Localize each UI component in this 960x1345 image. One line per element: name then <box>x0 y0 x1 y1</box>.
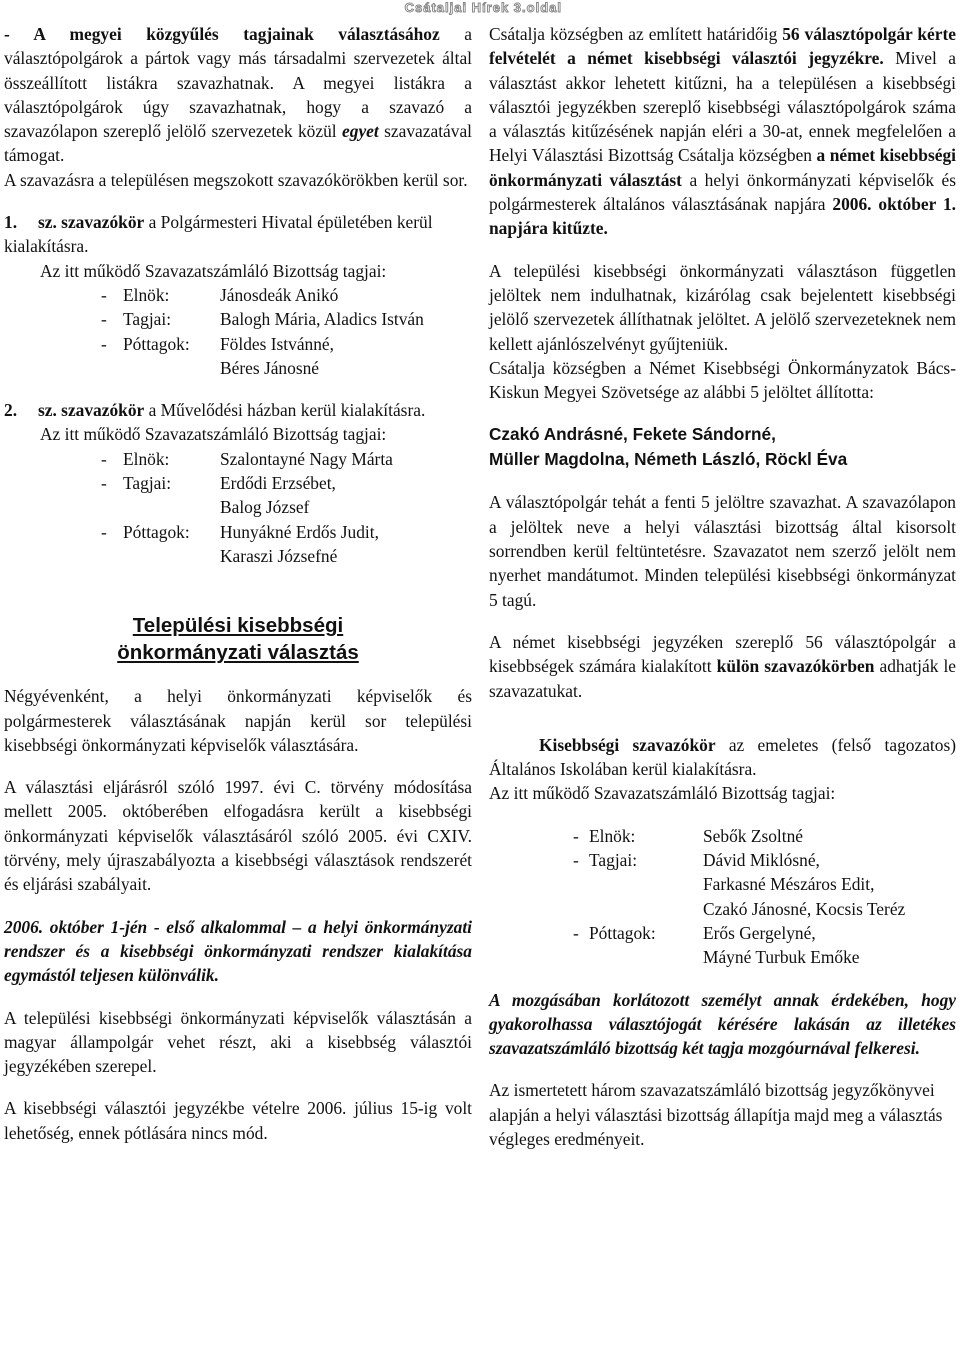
district-1-number: 1. <box>4 212 18 233</box>
separate-district-text-end: adhatják le szavazatukat. <box>489 656 957 701</box>
district-2-committee-intro: Az itt működő Szavazatszámláló Bizottság tagjai: <box>40 424 387 445</box>
member-dash: - <box>101 284 107 305</box>
district-1-place: a Polgármesteri Hivatal épületében kerül kialakításra. <box>4 212 433 257</box>
district-1-committee-intro: Az itt működő Szavazatszámláló Bizottság tagjai: <box>40 260 387 281</box>
committee-member-row <box>489 945 956 969</box>
candidate-line: Müller Magdolna, Németh László, Röckl Éva <box>489 449 848 470</box>
district-2-paragraph <box>4 398 472 422</box>
member-name: Dávid Miklósné, <box>703 850 820 871</box>
committee-member-row <box>4 471 472 495</box>
committee-member-row <box>4 495 472 519</box>
separate-district-emphasis: külön szavazókörben <box>716 656 875 677</box>
left-column <box>4 22 472 1145</box>
district-2-place: a Művelődési házban kerül kialakításra. <box>144 400 426 421</box>
committee-member-row <box>4 356 472 380</box>
separate-district-text: A német kisebbségi jegyzéken szereplő 56 választópolgár a kisebbségek számára kialakított <box>489 631 956 677</box>
minority-committee <box>489 824 956 970</box>
minority-election-paragraph: Négyévenként, a helyi önkormányzati képviselők és polgármesterek választásának napján kerül sor települési kisebbségi önkormányzati képviselők választására. <box>4 686 472 755</box>
county-assembly-lead: - A megyei közgyűlés tagjainak választásához <box>4 24 440 44</box>
member-name: Sebők Zsoltné <box>703 825 803 846</box>
candidate-line: Czakó Andrásné, Fekete Sándorné, <box>489 424 776 445</box>
district-2-number: 2. <box>4 400 18 421</box>
committee-member-row <box>4 447 472 471</box>
separation-paragraph: 2006. október 1-jén - első alkalommal – a helyi önkormányzati rendszer és a kisebbségi önkormányzati rendszer kialakítása egymástól teljesen különválik. <box>4 916 472 986</box>
member-role <box>589 945 703 969</box>
member-dash: - <box>101 309 107 330</box>
member-name: Czakó Jánosné, Kocsis Teréz <box>703 898 906 919</box>
member-role: Elnök: <box>123 284 170 305</box>
member-role: Póttagok: <box>123 521 190 542</box>
member-role <box>123 495 220 519</box>
running-header: Csátaljai Hírek 3.oldal <box>404 0 562 15</box>
member-role: Tagjai: <box>123 473 172 494</box>
eligibility-paragraph: A települési kisebbségi önkormányzati képviselők választásán a magyar állampolgár vehet részt, aki a kisebbség választói jegyzékében szerepel. <box>4 1007 472 1077</box>
member-dash <box>4 544 123 568</box>
district-1-title: sz. szavazókör <box>38 212 145 233</box>
member-name: Máyné Turbuk Emőke <box>703 947 860 968</box>
member-dash: - <box>101 473 107 494</box>
member-role: Elnök: <box>589 825 636 846</box>
member-dash: - <box>573 825 579 846</box>
registration-deadline-paragraph: A kisebbségi választói jegyzékbe vételre 2006. július 15-ig volt lehetőség, ennek pótlására nincs mód. <box>4 1098 472 1143</box>
member-role <box>123 356 220 380</box>
member-name: Balog József <box>220 497 310 518</box>
member-dash <box>4 495 123 519</box>
committee-member-row <box>489 872 956 896</box>
committee-member-row <box>4 520 472 544</box>
minority-district-place: az emeletes (felső tagozatos) Általános Iskolában kerül kialakításra. <box>489 734 956 780</box>
right-column <box>489 22 956 1151</box>
member-name: Szalontayné Nagy Márta <box>220 448 393 469</box>
committee-member-row <box>4 544 472 568</box>
county-assembly-paragraph <box>4 22 472 168</box>
member-role: Póttagok: <box>589 922 656 943</box>
results-paragraph: Az ismertetett három szavazatszámláló bizottság jegyzőkönyvei alapján a helyi választási bizottság állapítja majd meg a választás végleges eredményeit. <box>489 1080 943 1149</box>
separate-district-paragraph <box>489 630 956 703</box>
member-role <box>123 544 220 568</box>
district-2-committee <box>4 447 472 568</box>
member-role: Elnök: <box>123 448 170 469</box>
committee-member-row <box>489 824 956 848</box>
member-dash: - <box>101 448 107 469</box>
district-1-committee <box>4 283 472 380</box>
minority-district-paragraph <box>489 733 956 782</box>
minority-committee-intro: Az itt működő Szavazatszámláló Bizottság tagjai: <box>489 783 836 804</box>
member-dash: - <box>101 521 107 542</box>
registration-text-3: a helyi önkormányzati képviselők és polgármesterek általános választásának napjára <box>489 169 956 215</box>
registration-text: Csátalja községben az említett határidőig <box>489 24 783 44</box>
committee-member-row <box>4 283 472 307</box>
section-heading-line-1: Települési kisebbségi <box>132 614 344 638</box>
member-dash: - <box>573 922 579 943</box>
member-name: Balogh Mária, Aladics István <box>220 309 424 330</box>
districts-intro: A szavazásra a településen megszokott szavazókörökben kerül sor. <box>4 169 468 190</box>
member-name: Hunyákné Erdős Judit, <box>220 521 379 542</box>
member-name: Béres Jánosné <box>220 357 320 378</box>
minority-district-title: Kisebbségi szavazókör <box>539 734 716 755</box>
ballot-paragraph: A választópolgár tehát a fenti 5 jelöltre szavazhat. A szavazólapon a jelöltek neve a helyi választási bizottság által kisorsolt sorrendben kerül feltüntetésre. Szavazatot nem szerző jelölt nem nyerhet mandátumot. Minden települési kisebbségi önkormányzat 5 tagú. <box>489 492 956 610</box>
district-1-paragraph <box>4 210 472 259</box>
election-type: a német kisebbségi önkormányzati választást <box>489 145 956 190</box>
member-role: Póttagok: <box>123 333 190 354</box>
member-role: Tagjai: <box>589 850 638 871</box>
member-name: Földes Istvánné, <box>220 333 334 354</box>
member-dash <box>489 897 589 921</box>
registration-paragraph <box>489 22 956 241</box>
district-2-title: sz. szavazókör <box>38 400 145 421</box>
member-role <box>589 897 703 921</box>
mobile-ballot-paragraph: A mozgásában korlátozott személyt annak érdekében, hogy gyakorolhassa választójogát kérésére lakásán az illetékes szavazatszámláló bizottság két tagja mozgóurnával felkeresi. <box>489 989 956 1059</box>
member-role <box>589 872 703 896</box>
committee-member-row <box>489 848 956 872</box>
county-assembly-text: a választópolgárok a pártok vagy más társadalmi szervezetek által összeállított listákra szavazhatnak. A megyei listákra a választópolgárok úgy szavazhatnak, hogy a szavazó a szavazólapon szereplő jelölő szervezetek közül <box>4 24 472 142</box>
registration-text-2: Mivel a választást akkor lehetett kitűzni, ha a településen a kisebbségi választói jegyzékben szereplő kisebbségi választópolgárok száma a választás kitűzésének napján eléri a 30-at, ennek megfelelően a Helyi Választási Bizottság Csátalja községben <box>489 48 956 166</box>
member-dash: - <box>573 850 579 871</box>
county-assembly-text-end: szavazatával támogat. <box>4 121 473 166</box>
candidates-intro-paragraph: Csátalja községben a Német Kisebbségi Önkormányzatok Bács-Kiskun Megyei Szövetsége az alábbi 5 jelöltet állította: <box>489 357 956 403</box>
committee-member-row <box>4 332 472 356</box>
member-name: Karaszi Józsefné <box>220 545 338 566</box>
section-heading-line-2: önkormányzati választás <box>117 641 359 665</box>
member-dash <box>489 872 589 896</box>
committee-member-row <box>4 307 472 331</box>
member-dash: - <box>101 333 107 354</box>
member-role: Tagjai: <box>123 309 172 330</box>
candidate-list <box>489 422 956 472</box>
member-name: Erős Gergelyné, <box>703 922 816 943</box>
election-date: 2006. október 1. napjára kitűzte. <box>489 194 956 239</box>
law-paragraph: A választási eljárásról szóló 1997. évi C. törvény módosítása mellett 2005. októberében elfogadásra került a kisebbségi önkormányzati képviselők választásáról szóló 2005. évi CXIV. törvény, mely újraszabályozta a kisebbségi választások rendszerét és eljárási szabályait. <box>4 777 472 895</box>
committee-member-row <box>489 897 956 921</box>
member-dash <box>489 945 589 969</box>
committee-member-row <box>489 921 956 945</box>
member-dash <box>4 356 123 380</box>
member-name: Farkasné Mészáros Edit, <box>703 874 875 895</box>
candidates-rule-paragraph: A települési kisebbségi önkormányzati választáson független jelöltek nem indulhatnak, kizárólag csak bejelentett kisebbségi jelölő szervezetek állíthatnak jelöltet. A jelölő szervezeteknek nem kellett ajánlószelvényt gyűjteniük. <box>489 260 956 354</box>
emphasis-one: egyet <box>342 121 379 142</box>
member-name: Erdődi Erzsébet, <box>220 473 336 494</box>
member-name: Jánosdeák Anikó <box>220 284 339 305</box>
registration-count: 56 választópolgár kérte felvételét a német kisebbségi választói jegyzékre. <box>489 24 956 69</box>
